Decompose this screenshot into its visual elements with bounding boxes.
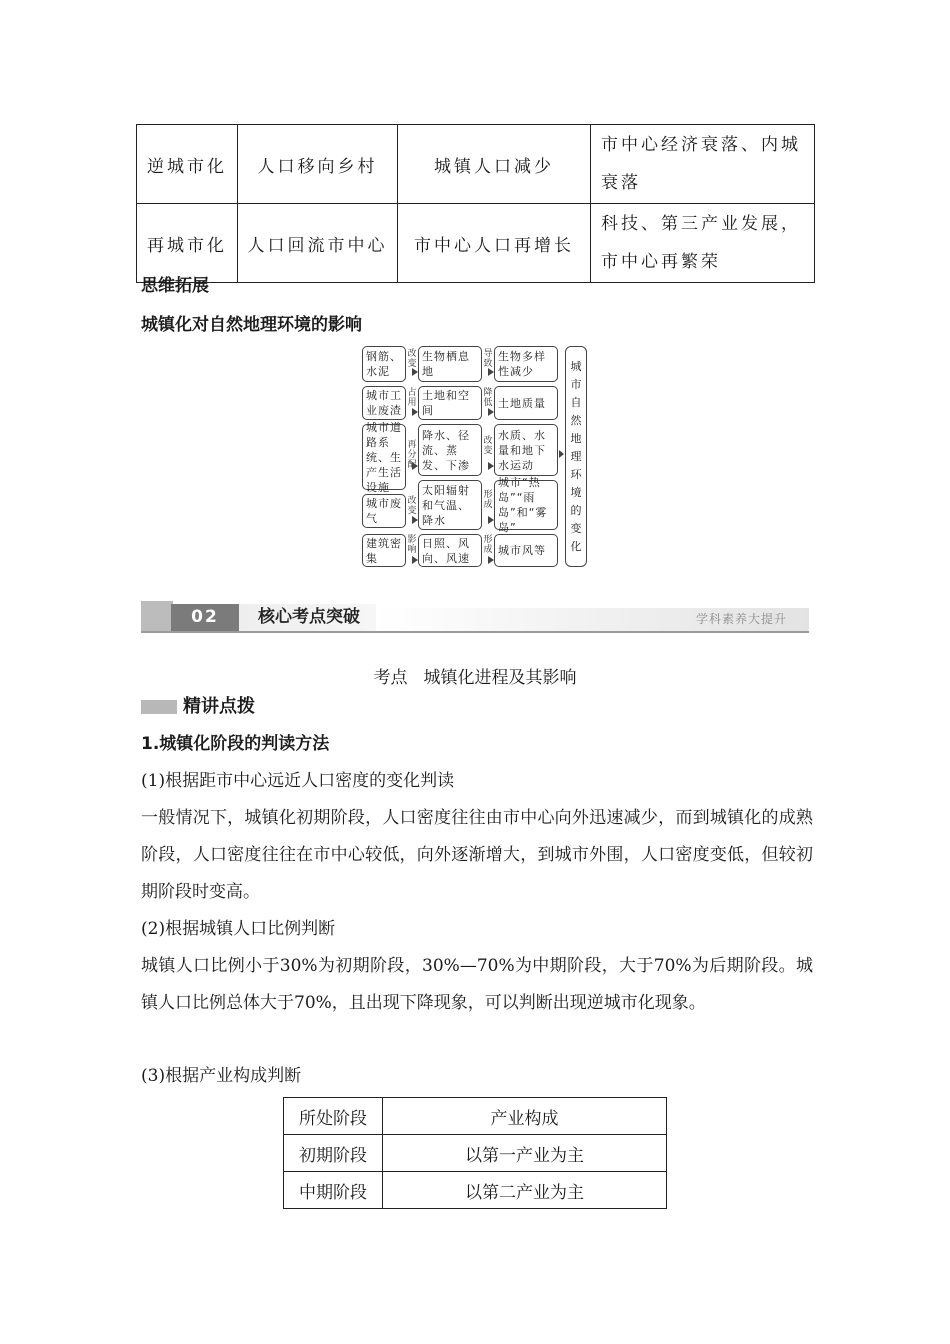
industry-cell: 以第二产业为主 — [383, 1172, 667, 1209]
relation-label: 改变 — [483, 436, 493, 456]
banner-underline — [141, 631, 809, 633]
section-tagline: 学科素养大提升 — [695, 612, 787, 626]
result-box: 生物多样性减少 — [494, 346, 558, 382]
relation-label: 改变 — [407, 496, 417, 516]
arrow-icon — [412, 462, 418, 470]
section-banner — [141, 601, 809, 631]
relation-label: 影响 — [407, 535, 417, 555]
relation-label: 占用 — [407, 388, 417, 408]
arrow-icon — [412, 556, 418, 564]
relation-label: 改变 — [407, 349, 417, 369]
heading-marker — [141, 700, 177, 714]
middle-box: 土地和空间 — [418, 386, 482, 420]
table-header-row — [284, 1098, 667, 1135]
arrow-icon — [488, 408, 494, 416]
population-cell: 人口回流市中心 — [238, 204, 398, 283]
change-cell: 市中心人口再增长 — [398, 204, 591, 283]
column-header: 产业构成 — [383, 1098, 667, 1135]
cause-box: 城市工业废渣 — [362, 386, 406, 420]
table-row — [137, 125, 815, 204]
stage-cell: 初期阶段 — [284, 1135, 383, 1172]
arrow-icon — [488, 556, 494, 564]
column-header: 所处阶段 — [284, 1098, 383, 1135]
kaodian-title: 城镇化进程及其影响 — [423, 668, 577, 688]
arrow-icon — [412, 516, 418, 524]
cause-box: 城市道路系统、生产生活设施 — [362, 424, 406, 490]
table-row — [284, 1172, 667, 1209]
thinking-subtitle: 城镇化对自然地理环境的影响 — [141, 315, 362, 335]
subheading-2: (2)根据城镇人口比例判断 — [141, 919, 336, 939]
cause-box: 城市废气 — [362, 494, 406, 528]
stage-cell: 逆城市化 — [137, 125, 238, 204]
paragraph-1: 一般情况下，城镇化初期阶段，人口密度往往由市中心向外迅速减少，而到城镇化的成熟阶段，人口密度往往在市中心较低，向外逐渐增大，到城市外围，人口密度变低，但较初期阶段时变高。 — [141, 808, 813, 902]
cause-box: 钢筋、水泥 — [362, 346, 406, 382]
table-row — [137, 204, 815, 283]
subheading-3: (3)根据产业构成判断 — [141, 1066, 302, 1086]
middle-box: 太阳辐射和气温、降水 — [418, 480, 482, 530]
change-cell: 城镇人口减少 — [398, 125, 591, 204]
industry-cell: 以第一产业为主 — [383, 1135, 667, 1172]
relation-label: 再分配 — [407, 440, 417, 470]
result-box: 土地质量 — [494, 386, 558, 420]
arrow-icon — [412, 408, 418, 416]
arrow-icon — [412, 368, 418, 376]
section1-heading: 1.城镇化阶段的判读方法 — [141, 734, 330, 754]
kaodian-label: 考点 — [373, 668, 408, 688]
middle-box: 降水、径流、蒸发、下渗 — [418, 424, 482, 476]
result-box: 城市风等 — [494, 534, 558, 567]
urbanization-impact-diagram — [360, 344, 590, 569]
population-cell: 人口移向乡村 — [238, 125, 398, 204]
table-row — [284, 1135, 667, 1172]
result-box: 水质、水量和地下水运动 — [494, 424, 558, 476]
stage-cell: 中期阶段 — [284, 1172, 383, 1209]
arrow-icon — [488, 462, 494, 470]
relation-label: 形成 — [483, 490, 493, 510]
middle-box: 生物栖息地 — [418, 346, 482, 382]
effect-cell: 市中心经济衰落、内城衰落 — [591, 125, 815, 204]
middle-box: 日照、风向、风速 — [418, 534, 482, 567]
effect-cell: 科技、第三产业发展，市中心再繁荣 — [591, 204, 815, 283]
urbanization-stage-table — [136, 124, 815, 283]
section-title: 核心考点突破 — [258, 607, 360, 627]
arrow-icon — [488, 516, 494, 524]
subheading-1: (1)根据距市中心远近人口密度的变化判读 — [141, 771, 455, 791]
cause-box: 建筑密集 — [362, 534, 406, 567]
arrow-icon — [488, 368, 494, 376]
relation-label: 降低 — [483, 388, 493, 408]
stage-cell: 再城市化 — [137, 204, 238, 283]
jingjiang-label: 精讲点拨 — [183, 696, 255, 717]
section-number: 02 — [171, 604, 239, 631]
industry-table — [283, 1097, 667, 1209]
relation-label: 形成 — [483, 535, 493, 555]
summary-box: 城市自然地理环境的变化 — [565, 346, 587, 567]
banner-shade — [141, 601, 173, 631]
relation-label: 导致 — [483, 349, 493, 369]
thinking-label: 思维拓展 — [141, 276, 209, 296]
result-box: 城市“热岛”“雨岛”和“雾岛” — [494, 480, 558, 530]
paragraph-2: 城镇人口比例小于30%为初期阶段，30%—70%为中期阶段，大于70%为后期阶段。城镇人口比例总体大于70%，且出现下降现象，可以判断出现逆城市化现象。 — [141, 956, 813, 1013]
arrow-icon — [559, 450, 564, 458]
kaodian-heading — [0, 663, 950, 688]
